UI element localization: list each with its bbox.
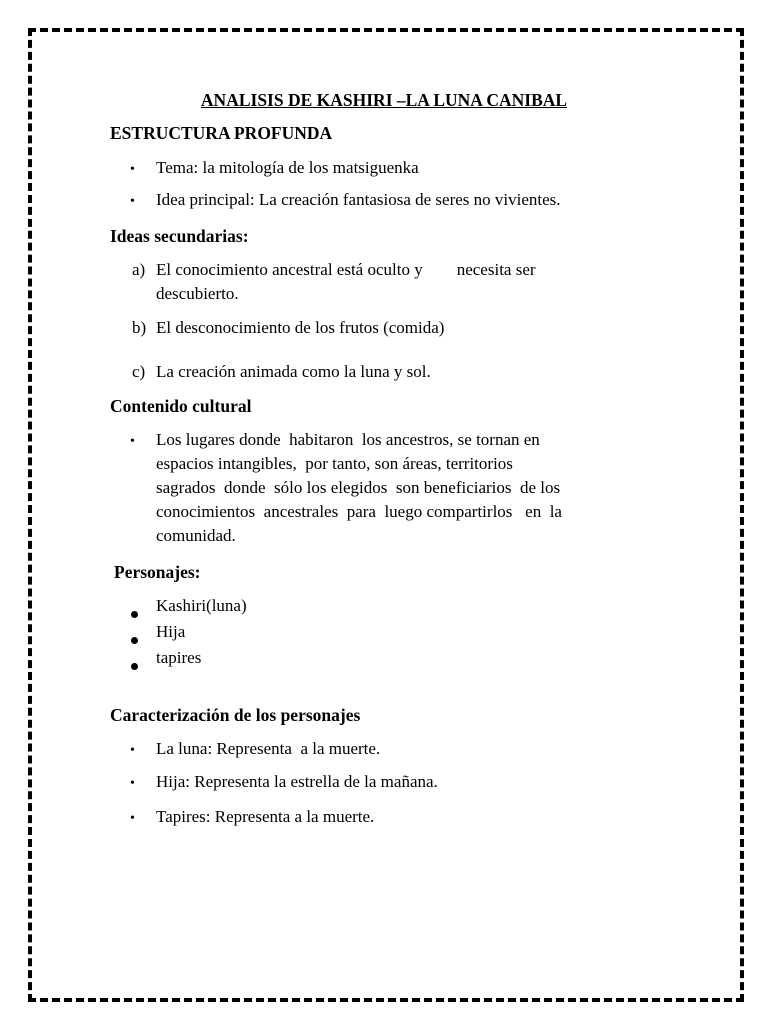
list-item-a-line1: El conocimiento ancestral está oculto y necesita ser — [156, 260, 536, 279]
document-title: ANALISIS DE KASHIRI –LA LUNA CANIBAL — [200, 90, 568, 110]
list-item-tema: Tema: la mitología de los matsiguenka — [156, 158, 419, 177]
list-item-tapires: tapires — [156, 648, 202, 667]
paragraph-line: sagrados donde sólo los elegidos son beneficiarios de los — [156, 478, 561, 497]
filled-bullet-icon — [131, 627, 138, 651]
bullet-icon: • — [130, 162, 135, 177]
list-marker-c: c) — [132, 362, 146, 381]
list-item-hija: Hija — [156, 622, 186, 641]
section-heading-ideas-secundarias: Ideas secundarias: — [110, 226, 249, 246]
section-heading-personajes: Personajes: — [114, 562, 201, 582]
list-item-tapires-caracterizacion: Tapires: Representa a la muerte. — [156, 807, 375, 826]
bullet-icon: • — [130, 811, 135, 826]
paragraph-line: espacios intangibles, por tanto, son áreas, territorios — [156, 454, 513, 473]
bullet-icon: • — [130, 434, 135, 449]
list-marker-b: b) — [132, 318, 147, 337]
list-item-kashiri: Kashiri(luna) — [156, 596, 247, 615]
list-marker-a: a) — [132, 260, 146, 279]
paragraph-line: comunidad. — [156, 526, 236, 545]
list-item-idea-principal: Idea principal: La creación fantasiosa de seres no vivientes. — [156, 190, 561, 209]
list-item-luna: La luna: Representa a la muerte. — [156, 739, 381, 758]
section-heading-contenido-cultural: Contenido cultural — [110, 396, 252, 416]
list-item-c: La creación animada como la luna y sol. — [156, 362, 431, 381]
section-heading-estructura: ESTRUCTURA PROFUNDA — [110, 123, 333, 143]
bullet-icon: • — [130, 194, 135, 209]
list-item-hija-caracterizacion: Hija: Representa la estrella de la mañana. — [156, 772, 438, 791]
bullet-icon: • — [130, 743, 135, 758]
paragraph-line: conocimientos ancestrales para luego compartirlos en la — [156, 502, 562, 521]
section-heading-caracterizacion: Caracterización de los personajes — [110, 705, 361, 725]
filled-bullet-icon — [131, 653, 138, 677]
paragraph-line: Los lugares donde habitaron los ancestros, se tornan en — [156, 430, 540, 449]
filled-bullet-icon — [131, 601, 138, 625]
bullet-icon: • — [130, 776, 135, 791]
list-item-a-line2: descubierto. — [156, 284, 239, 303]
list-item-b: El desconocimiento de los frutos (comida) — [156, 318, 445, 337]
